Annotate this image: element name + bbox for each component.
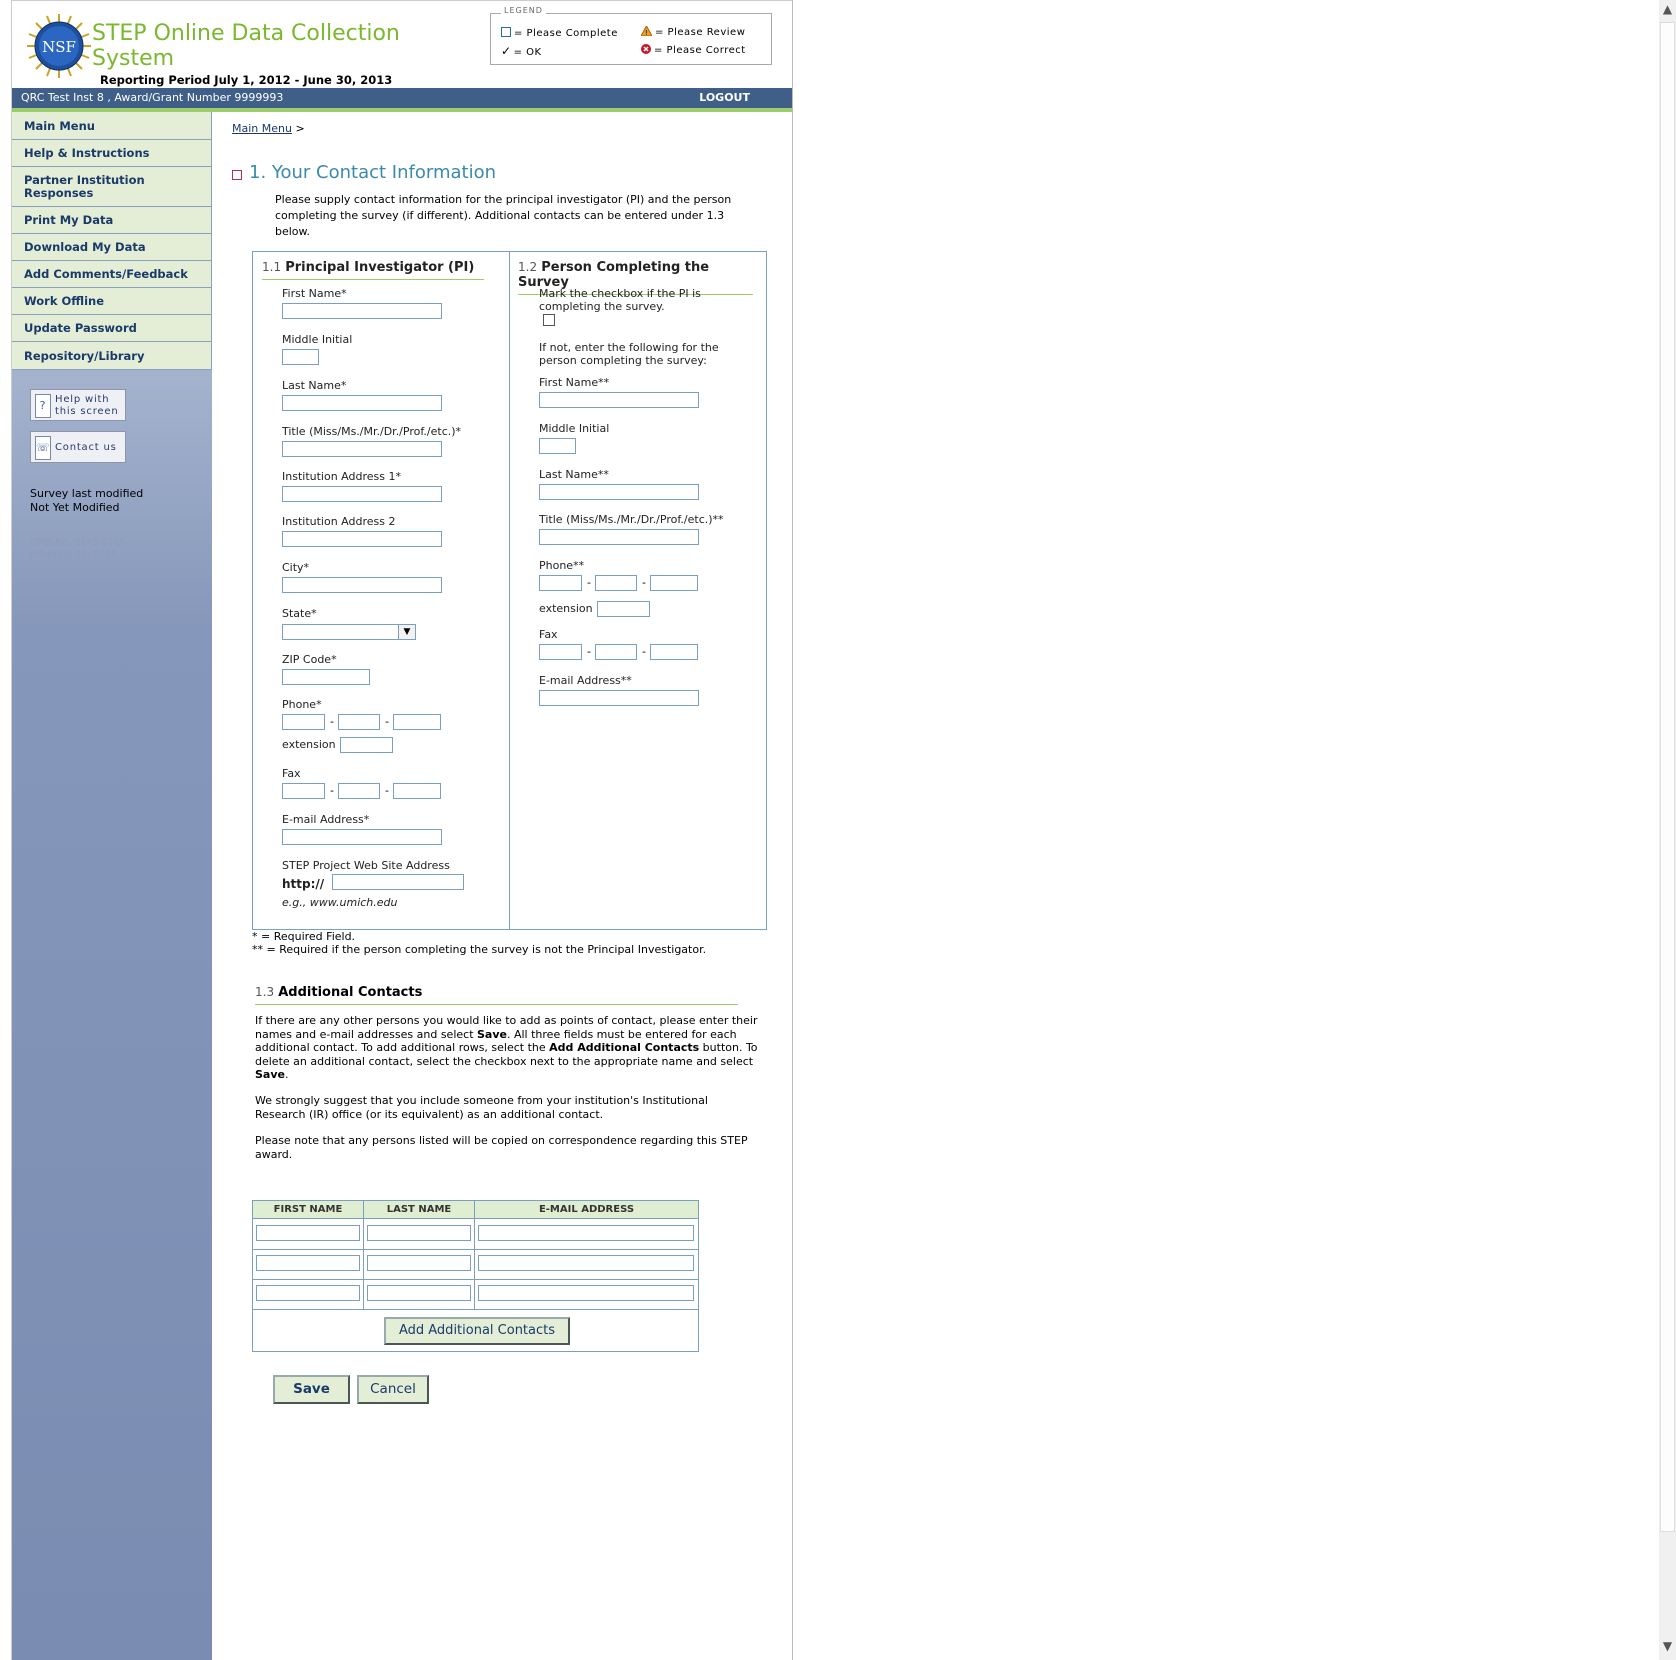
pi-website-input[interactable] (332, 874, 464, 890)
cancel-button[interactable]: Cancel (357, 1375, 429, 1404)
contact-3-email-input[interactable] (478, 1285, 694, 1301)
legend-please-correct: = Please Correct (641, 44, 746, 56)
legend-please-complete: = Please Complete (501, 27, 618, 39)
nsf-logo (26, 13, 92, 79)
svg-text:!: ! (644, 29, 649, 36)
breadcrumb-main-menu[interactable]: Main Menu (232, 122, 292, 135)
pi-email-label: E-mail Address* (282, 813, 370, 826)
col-line (363, 1219, 364, 1309)
column-header-email: E-MAIL ADDRESS (475, 1201, 698, 1219)
legend-please-review: ! = Please Review (641, 26, 745, 38)
additional-contacts-table (252, 1200, 699, 1352)
row-line (253, 1249, 698, 1250)
save-button[interactable]: Save (273, 1375, 350, 1404)
completer-first-name-label: First Name** (539, 376, 610, 389)
pi-address1-input[interactable] (282, 486, 442, 502)
fax-dash: - (330, 784, 334, 797)
contact-3-first-name-input[interactable] (256, 1285, 360, 1301)
scroll-down-icon[interactable]: ▼ (1662, 1639, 1673, 1653)
pi-title-label: Title (Miss/Ms./Mr./Dr./Prof./etc.)* (282, 425, 462, 438)
completer-extension-label: extension (539, 602, 593, 615)
completer-email-label: E-mail Address** (539, 674, 632, 687)
pi-fax-label: Fax (282, 767, 301, 780)
error-icon (641, 44, 651, 54)
contact-1-email-input[interactable] (478, 1225, 694, 1241)
legend-title: LEGEND (501, 6, 546, 15)
pi-fax-line-input[interactable] (393, 783, 441, 799)
fax-dash: - (385, 784, 389, 797)
completer-last-name-label: Last Name** (539, 468, 609, 481)
contact-2-first-name-input[interactable] (256, 1255, 360, 1271)
phone-dash: - (587, 576, 591, 589)
row-line (253, 1309, 698, 1310)
website-example: e.g., www.umich.edu (282, 896, 398, 909)
legend (490, 6, 772, 65)
logout-link[interactable]: LOGOUT (699, 91, 750, 104)
checkmark-icon: ✓ (501, 44, 512, 58)
sidebar-item-repository[interactable]: Repository/Library (12, 342, 212, 370)
sidebar-item-update-password[interactable]: Update Password (12, 315, 212, 342)
sidebar (12, 112, 212, 1660)
pi-extension-label: extension (282, 738, 336, 751)
additional-contacts-instructions: If there are any other persons you would like to add as points of contact, please enter their names and e-mail addresses and select Save. All three fields must be entered for each additional contact. To add additional rows, select the Add Additional Contacts button. To delete an additional contact, select the checkbox next to the appropriate name and select Save. (255, 1014, 758, 1081)
copy-note: Please note that any persons listed will be copied on correspondence regarding this STEP award. (255, 1134, 748, 1161)
pi-address2-label: Institution Address 2 (282, 515, 396, 528)
additional-contacts-heading: 1.3 Additional Contacts (255, 985, 738, 1005)
column-header-first-name: FIRST NAME (253, 1201, 364, 1219)
completer-phone-label: Phone** (539, 559, 585, 572)
reporting-period: Reporting Period July 1, 2012 - June 30, 2013 (100, 73, 393, 87)
pi-heading: 1.1 Principal Investigator (PI) (262, 260, 484, 280)
scroll-up-icon[interactable]: ▲ (1662, 2, 1673, 16)
phone-icon: ☏ (35, 436, 51, 460)
empty-box-icon (501, 27, 511, 37)
column-header-last-name: LAST NAME (364, 1201, 475, 1219)
column-divider (509, 252, 510, 929)
pi-extension-input[interactable] (340, 737, 393, 753)
pi-middle-initial-input[interactable] (282, 349, 319, 365)
completer-middle-initial-input[interactable] (539, 438, 576, 454)
pi-last-name-label: Last Name* (282, 379, 347, 392)
if-not-instructions: If not, enter the following for the person completing the survey: (539, 341, 719, 367)
sidebar-item-print[interactable]: Print My Data (12, 207, 212, 234)
http-prefix: http:// (282, 877, 325, 891)
pi-city-label: City* (282, 561, 310, 574)
please-complete-status-icon (232, 170, 242, 180)
completer-first-name-input[interactable] (539, 392, 699, 408)
pi-state-label: State* (282, 607, 317, 620)
fax-dash: - (642, 645, 646, 658)
pi-first-name-input[interactable] (282, 303, 442, 319)
pi-website-label: STEP Project Web Site Address (282, 859, 450, 872)
pi-phone-area-input[interactable] (282, 714, 325, 730)
svg-text:NSF: NSF (42, 38, 76, 56)
row-line (253, 1279, 698, 1280)
fax-dash: - (587, 645, 591, 658)
pi-checkbox-instructions: Mark the checkbox if the PI is completing the survey. (539, 287, 701, 313)
scrollbar-thumb[interactable] (1660, 22, 1675, 1532)
pi-phone-label: Phone* (282, 698, 322, 711)
warning-icon (641, 26, 652, 36)
required-notes: * = Required Field. ** = Required if the person completing the survey is not the Principal Investigator. (252, 930, 707, 956)
pi-middle-initial-label: Middle Initial (282, 333, 353, 346)
main-content (212, 112, 792, 1660)
pi-is-completer-checkbox[interactable] (543, 314, 555, 326)
pi-zip-input[interactable] (282, 669, 370, 685)
col-line (474, 1219, 475, 1309)
sidebar-item-partner-responses[interactable]: Partner Institution Responses (12, 167, 212, 207)
vertical-scrollbar[interactable] (1659, 0, 1676, 1660)
pi-state-select[interactable] (282, 624, 416, 640)
section-intro: Please supply contact information for the principal investigator (PI) and the person completing the survey (if different). Additional contacts can be entered under 1.3 below. (275, 193, 732, 238)
ir-suggestion: We strongly suggest that you include someone from your institution's Institutional Research (IR) office (or its equivalent) as an additional contact. (255, 1094, 708, 1121)
pi-email-input[interactable] (282, 829, 442, 845)
app-title: STEP Online Data Collection System (92, 21, 400, 71)
contact-1-last-name-input[interactable] (367, 1225, 471, 1241)
contact-2-last-name-input[interactable] (367, 1255, 471, 1271)
page (11, 0, 793, 1660)
pi-fax-prefix-input[interactable] (338, 783, 380, 799)
sidebar-item-help[interactable]: Help & Instructions (12, 140, 212, 167)
phone-dash: - (330, 715, 334, 728)
pi-address1-label: Institution Address 1* (282, 470, 401, 483)
chevron-down-icon: ▼ (398, 625, 415, 639)
section-title: 1. Your Contact Information (249, 162, 496, 183)
pi-phone-prefix-input[interactable] (338, 714, 380, 730)
completer-phone-area-input[interactable] (539, 575, 582, 591)
contact-1-first-name-input[interactable] (256, 1225, 360, 1241)
completer-fax-area-input[interactable] (539, 644, 582, 660)
pi-zip-label: ZIP Code* (282, 653, 337, 666)
completer-extension-input[interactable] (597, 601, 650, 617)
completer-phone-line-input[interactable] (650, 575, 698, 591)
sidebar-item-main-menu[interactable]: Main Menu (12, 112, 212, 140)
pi-title-input[interactable] (282, 441, 442, 457)
sidebar-item-work-offline[interactable]: Work Offline (12, 288, 212, 315)
contact-panel (252, 251, 767, 930)
contact-2-email-input[interactable] (478, 1255, 694, 1271)
completer-title-input[interactable] (539, 529, 699, 545)
sidebar-item-download[interactable]: Download My Data (12, 234, 212, 261)
contact-3-last-name-input[interactable] (367, 1285, 471, 1301)
contact-us-button[interactable]: ☏ Contact us (30, 431, 126, 463)
pi-first-name-label: First Name* (282, 287, 347, 300)
completer-heading: 1.2 Person Completing the Survey (518, 260, 753, 295)
phone-dash: - (642, 576, 646, 589)
completer-phone-prefix-input[interactable] (595, 575, 637, 591)
pi-address2-input[interactable] (282, 531, 442, 547)
sidebar-item-comments[interactable]: Add Comments/Feedback (12, 261, 212, 288)
phone-dash: - (385, 715, 389, 728)
completer-title-label: Title (Miss/Ms./Mr./Dr./Prof./etc.)** (539, 513, 724, 526)
pi-city-input[interactable] (282, 577, 442, 593)
survey-status: Survey last modified Not Yet Modified (30, 487, 144, 514)
header (12, 0, 792, 89)
completer-last-name-input[interactable] (539, 484, 699, 500)
help-icon: ? (35, 394, 51, 418)
completer-middle-initial-label: Middle Initial (539, 422, 610, 435)
legend-ok: ✓ = OK (501, 44, 542, 58)
omb-number: OMB No. 3145-0226 February 29, 2016 (30, 537, 126, 560)
top-bar (12, 88, 792, 108)
completer-email-input[interactable] (539, 690, 699, 706)
breadcrumb: Main Menu > (232, 122, 305, 135)
completer-fax-prefix-input[interactable] (595, 644, 637, 660)
completer-fax-line-input[interactable] (650, 644, 698, 660)
help-screen-button[interactable]: ? Help with this screen (30, 389, 126, 421)
pi-last-name-input[interactable] (282, 395, 442, 411)
institution-info: QRC Test Inst 8 , Award/Grant Number 9999993 (21, 91, 284, 104)
completer-fax-label: Fax (539, 628, 558, 641)
pi-phone-line-input[interactable] (393, 714, 441, 730)
add-additional-contacts-button[interactable]: Add Additional Contacts (384, 1317, 570, 1345)
pi-fax-area-input[interactable] (282, 783, 325, 799)
